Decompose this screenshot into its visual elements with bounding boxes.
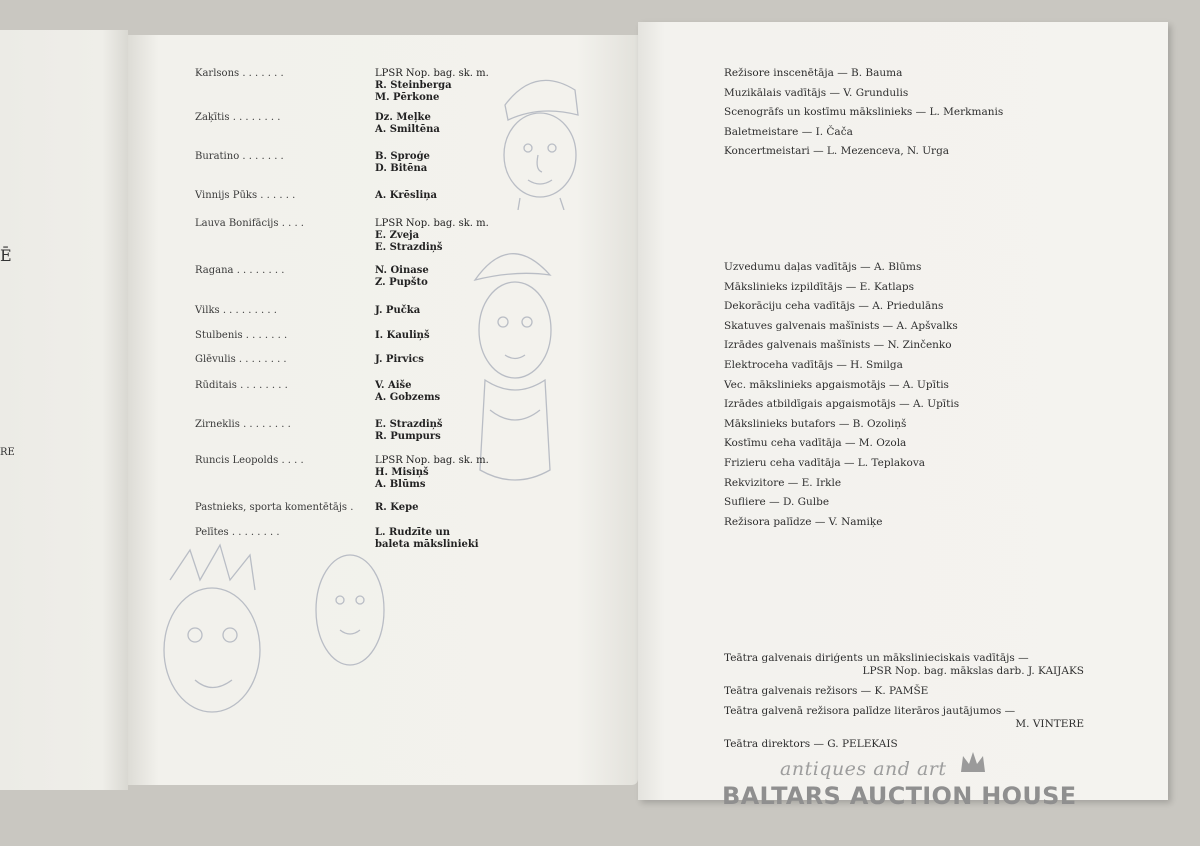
role-label: [195, 218, 304, 229]
crew-line: Vec. mākslinieks apgaismotājs — A. Upītis: [724, 378, 949, 391]
left-page-fragment-top: Ē: [0, 246, 12, 265]
role-actors: [375, 502, 418, 514]
role-label: [195, 455, 304, 466]
role-actors: [375, 330, 430, 342]
role-actors: [375, 218, 489, 254]
role-actors: [375, 455, 489, 491]
role-actors: [375, 190, 437, 202]
leadership-entry: [724, 685, 1084, 698]
leadership-entry: [724, 738, 1084, 751]
watermark: [720, 758, 1120, 814]
crew-line: Uzvedumu daļas vadītājs — A. Blūms: [724, 261, 922, 273]
leader-dots: . . . . . . . .: [238, 354, 287, 365]
role-actors: [375, 419, 443, 443]
crew-line: Rekvizitore — E. Irkle: [724, 476, 842, 489]
role-actors: [375, 527, 479, 551]
leader-dots: . . . . . . . .: [243, 419, 291, 430]
crew-list-technical: [724, 258, 959, 532]
leadership-line: Teātra galvenā režisora palīdze literāros jautājumos —: [724, 705, 1016, 717]
actor-name: LPSR Nop. bag. sk. m.: [375, 455, 489, 466]
actor-name: M. Pērkone: [375, 92, 440, 103]
role-label: [195, 305, 277, 316]
actor-name: Dz. Meļke: [375, 112, 431, 123]
role-label: [195, 265, 284, 276]
actor-name: L. Rudzīte un: [375, 527, 451, 538]
actor-name: B. Sproģe: [375, 151, 430, 162]
role-label: [195, 151, 284, 162]
role-actors: [375, 305, 420, 317]
crew-line: Koncertmeistari — L. Mezenceva, N. Urga: [724, 145, 950, 158]
role-label: [195, 68, 284, 79]
role-actors: [375, 151, 430, 175]
role-label: [195, 354, 287, 365]
crew-line: Režisore inscenētāja — B. Bauma: [724, 67, 903, 79]
actor-name: E. Strazdiņš: [375, 419, 443, 430]
crew-line: Scenogrāfs un kostīmu mākslinieks — L. Merkmanis: [724, 106, 1004, 119]
leadership-line: Teātra direktors — G. PELEKAIS: [724, 738, 898, 750]
role-label: [195, 190, 295, 201]
role-label: [195, 330, 287, 341]
role-name: Rūditais: [195, 380, 237, 391]
role-name: Zaķītis: [195, 112, 230, 123]
crew-line: Mākslinieks butafors — B. Ozoliņš: [724, 417, 907, 430]
leader-dots: . . . . . .: [260, 190, 296, 201]
role-label: [195, 502, 353, 513]
role-name: Vilks: [195, 305, 220, 316]
actor-name: R. Kepe: [375, 502, 419, 513]
role-actors: [375, 354, 424, 366]
actor-name: A. Gobzems: [375, 392, 441, 403]
leader-dots: . . . . . . . . .: [222, 305, 277, 316]
role-name: Vinnijs Pūks: [195, 190, 258, 201]
crew-line: Skatuves galvenais mašīnists — A. Apšvalks: [724, 319, 958, 332]
role-label: [195, 112, 280, 123]
leader-dots: . . . .: [281, 455, 304, 466]
actor-name: E. Strazdiņš: [375, 242, 443, 253]
left-page: [0, 30, 128, 790]
crew-line: Muzikālais vadītājs — V. Grundulis: [724, 86, 909, 99]
leadership-line: Teātra galvenais režisors — K. PAMŠE: [724, 685, 929, 697]
leader-dots: . . . . . . .: [242, 151, 284, 162]
actor-name: A. Smiltēna: [375, 124, 440, 135]
actor-name: N. Oinase: [375, 265, 429, 276]
leader-dots: .: [350, 502, 354, 513]
leadership-line-continued: M. VINTERE: [1015, 718, 1084, 730]
leader-dots: . . . . . . . .: [231, 527, 280, 538]
actor-name: R. Pumpurs: [375, 431, 441, 442]
theatre-leadership: [724, 652, 1084, 758]
role-name: Glēvulis: [195, 354, 236, 365]
crew-line: Režisora palīdze — V. Namiķe: [724, 515, 883, 528]
crew-line: Izrādes atbildīgais apgaismotājs — A. Upītis: [724, 398, 960, 411]
role-label: [195, 527, 280, 538]
watermark-brand: BALTARS AUCTION HOUSE: [722, 782, 1077, 810]
role-name: Pelītes: [195, 527, 229, 538]
role-name: Lauva Bonifācijs: [195, 218, 279, 229]
actor-name: D. Bitēna: [375, 163, 428, 174]
actor-name: I. Kauliņš: [375, 330, 430, 341]
left-page-fragment-bottom: RE: [0, 447, 15, 458]
actor-name: Z. Pupšto: [375, 277, 428, 288]
actor-name: baleta mākslinieki: [375, 539, 479, 550]
actor-name: LPSR Nop. bag. sk. m.: [375, 68, 489, 79]
actor-name: LPSR Nop. bag. sk. m.: [375, 218, 489, 229]
crew-line: Izrādes galvenais mašīnists — N. Zinčenko: [724, 339, 952, 352]
leadership-entry: [724, 705, 1084, 731]
watermark-tagline: antiques and art: [780, 758, 947, 780]
leader-dots: . . . . . . .: [242, 68, 284, 79]
leader-dots: . . . . . . .: [245, 330, 288, 341]
leader-dots: . . . . . . . .: [232, 112, 281, 123]
role-name: Ragana: [195, 265, 234, 276]
role-name: Runcis Leopolds: [195, 455, 279, 466]
cast-page: [128, 35, 638, 785]
role-actors: [375, 265, 429, 289]
role-actors: [375, 380, 440, 404]
role-actors: [375, 112, 440, 136]
actor-name: E. Zveja: [375, 230, 420, 241]
role-actors: [375, 68, 489, 104]
actor-name: R. Steinberga: [375, 80, 452, 91]
leader-dots: . . . .: [281, 218, 304, 229]
role-label: [195, 380, 288, 391]
actor-name: V. Aiše: [375, 380, 412, 391]
actor-name: J. Pučka: [375, 305, 421, 316]
crew-line: Dekorāciju ceha vadītājs — A. Priedulāns: [724, 300, 944, 313]
role-name: Buratino: [195, 151, 240, 162]
crew-line: Kostīmu ceha vadītāja — M. Ozola: [724, 437, 907, 450]
role-name: Pastnieks, sporta komentētājs: [195, 502, 348, 513]
crew-line: Sufliere — D. Gulbe: [724, 496, 830, 509]
role-name: Stulbenis: [195, 330, 243, 341]
leader-dots: . . . . . . . .: [240, 380, 288, 391]
crew-list-top: [724, 64, 1003, 162]
leader-dots: . . . . . . . .: [236, 265, 285, 276]
crew-line: Mākslinieks izpildītājs — E. Katlaps: [724, 280, 914, 293]
actor-name: A. Blūms: [375, 479, 426, 490]
role-name: Zirneklis: [195, 419, 240, 430]
crew-line: Baletmeistare — I. Čača: [724, 125, 853, 138]
leadership-line: Teātra galvenais diriģents un mākslinieciskais vadītājs —: [724, 652, 1029, 664]
role-name: Karlsons: [195, 68, 240, 79]
actor-name: J. Pirvics: [375, 354, 424, 365]
crown-icon: [958, 750, 988, 776]
actor-name: A. Krēsliņa: [375, 190, 438, 201]
crew-line: Frizieru ceha vadītāja — L. Teplakova: [724, 456, 926, 469]
leadership-line-continued: LPSR Nop. bag. mākslas darb. J. KAIJAKS: [862, 665, 1084, 677]
crew-line: Elektroceha vadītājs — H. Smilga: [724, 358, 903, 371]
actor-name: H. Misiņš: [375, 467, 429, 478]
leadership-entry: [724, 652, 1084, 678]
role-label: [195, 419, 291, 430]
